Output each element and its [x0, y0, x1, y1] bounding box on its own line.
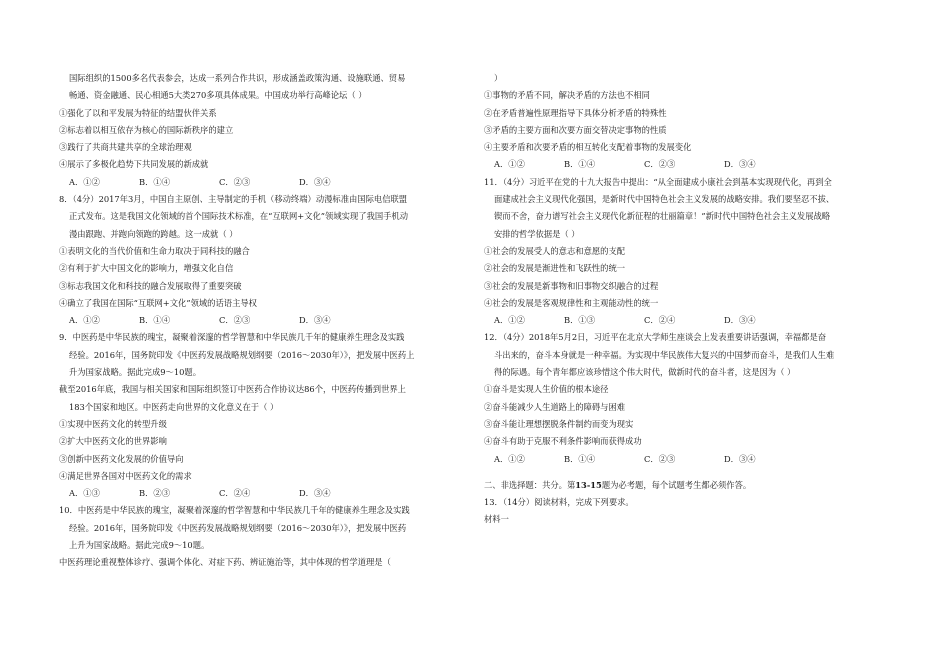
q10-close-paren: ） — [494, 73, 503, 83]
q8-option-d[interactable]: D．③④ — [299, 315, 331, 326]
q11-option-a[interactable]: A．①② — [494, 315, 525, 326]
q9-option-c[interactable]: C．②④ — [219, 488, 251, 499]
q10-option-a[interactable]: A．①② — [494, 159, 525, 170]
section-gap — [484, 468, 898, 477]
section-2-post: 题为必考题，每个试题考生都必须作答。 — [601, 479, 752, 490]
q12-item-2: ②奋斗能减少人生道路上的障碍与困难 — [484, 401, 626, 412]
q12-options — [484, 451, 898, 468]
q8-option-c[interactable]: C．②③ — [219, 315, 251, 326]
q9-stem-2: 经验。2016年，国务院印发《中医药发展战略规划纲要（2016～2030年）》，把发展中医药上 — [69, 349, 415, 360]
q11-options — [484, 312, 898, 329]
q12-option-b[interactable]: B．①④ — [564, 453, 595, 464]
q9-item-3: ③创新中医药文化发展的价值导向 — [59, 453, 184, 464]
q10-stem-1: 10．中医药是中华民族的瑰宝，凝聚着深邃的哲学智慧和中华民族几千年的健康养生理念及实践 — [59, 505, 410, 516]
q11-stem-2: 面建成社会主义现代化强国，是新时代中国特色社会主义发展的战略安排。我们要坚忍不拔、 — [494, 194, 835, 205]
q8-stem-3: 漫由跟跑、并跑向领跑的跨越。这一成就（ ） — [69, 228, 238, 239]
q13-material-label: 材料一 — [484, 514, 509, 525]
q10-item-3: ③矛盾的主要方面和次要方面交替决定事物的性质 — [484, 124, 667, 135]
q9-extra-1: 截至2016年底，我国与相关国家和国际组织签订中医药合作协议达86个，中医药传播到世界上 — [59, 384, 406, 395]
q7-item-2: ②标志着以相互依存为核心的国际新秩序的建立 — [59, 124, 234, 135]
q10-stem-3: 上升为国家战略。据此完成9～10题。 — [69, 540, 210, 551]
q11-option-c[interactable]: C．②④ — [644, 315, 676, 326]
q7-options — [59, 174, 469, 191]
intro-line-1: 国际组织的1500多名代表参会，达成一系列合作共识，形成涵盖政策沟通、设施联通、贸易 — [69, 73, 406, 83]
q10-item-4: ④主要矛盾和次要矛盾的相互转化支配着事物的发展变化 — [484, 142, 692, 153]
q13-stem: 13．（14分）阅读材料，完成下列要求。 — [484, 497, 634, 508]
q10-item-1: ①事物的矛盾不同，解决矛盾的方法也不相同 — [484, 90, 650, 101]
q9-stem-1: 9．中医药是中华民族的瑰宝，凝聚着深邃的哲学智慧和中华民族几千年的健康养生理念及实践 — [59, 332, 405, 343]
q8-item-4: ④确立了我国在国际“互联网+文化”领域的话语主导权 — [59, 297, 257, 308]
q9-extra-2: 183个国家和地区。中医药走向世界的文化意义在于（ ） — [69, 401, 279, 412]
q10-option-c[interactable]: C．②③ — [644, 159, 676, 170]
q12-option-d[interactable]: D．③④ — [724, 453, 756, 464]
q10-option-b[interactable]: B．①④ — [564, 159, 595, 170]
q10-option-d[interactable]: D．③④ — [724, 159, 756, 170]
intro-line-2: 畅通、资金融通、民心相通5大类270多项具体成果。中国成功举行高峰论坛（ ） — [69, 90, 367, 101]
left-column — [59, 70, 469, 572]
q8-item-3: ③标志我国文化和科技的融合发展取得了重要突破 — [59, 280, 242, 291]
q11-option-d[interactable]: D．③④ — [724, 315, 756, 326]
q12-stem-1: 12．（4分）2018年5月2日，习近平在北京大学师生座谈会上发表重要讲话强调，幸福都是奋 — [484, 332, 827, 343]
q9-stem-3: 升为国家战略。据此完成9～10题。 — [69, 367, 201, 378]
q11-stem-1: 11．（4分）习近平在党的十九大报告中提出：“从全面建成小康社会到基本实现现代化，再到全 — [484, 176, 832, 187]
q8-option-b[interactable]: B．①④ — [139, 315, 170, 326]
q9-option-a[interactable]: A．①③ — [69, 488, 100, 499]
q11-stem-4: 安排的哲学依据是（ ） — [494, 228, 580, 239]
q12-stem-3: 得的际遇。每个青年都应该珍惜这个伟大时代，做新时代的奋斗者，这是因为（ ） — [494, 367, 796, 378]
q7-option-d[interactable]: D．③④ — [299, 176, 331, 187]
q9-option-d[interactable]: D．③④ — [299, 488, 331, 499]
q11-item-2: ②社会的发展是渐进性和飞跃性的统一 — [484, 263, 626, 274]
q7-item-4: ④展示了多极化趋势下共同发展的新成就 — [59, 159, 209, 170]
q9-item-1: ①实现中医药文化的转型升级 — [59, 418, 167, 429]
q10-item-2: ②在矛盾普遍性原理指导下具体分析矛盾的特殊性 — [484, 107, 667, 118]
right-column — [484, 70, 898, 529]
q12-item-1: ①奋斗是实现人生价值的根本途径 — [484, 384, 609, 395]
q12-option-c[interactable]: C．②③ — [644, 453, 676, 464]
q11-item-1: ①社会的发展受人的意志和意愿的支配 — [484, 245, 626, 256]
q12-option-a[interactable]: A．①② — [494, 453, 525, 464]
q7-option-a[interactable]: A．①② — [69, 176, 100, 187]
section-2-pre: 二、非选择题：共分。第 — [484, 479, 576, 490]
q7-option-c[interactable]: C．②③ — [219, 176, 251, 187]
q9-option-b[interactable]: B．②③ — [139, 488, 170, 499]
q10-extra: 中医药理论重视整体诊疗、强调个体化、对症下药、辨证施治等，其中体现的哲学道理是（ — [59, 557, 391, 568]
q8-stem-2: 正式发布。这是我国文化领域的首个国际技术标准，在“互联网+文化”领域实现了我国手机动 — [69, 211, 409, 222]
q8-option-a[interactable]: A．①② — [69, 315, 100, 326]
section-2-range: 13-15 — [575, 479, 602, 490]
q11-stem-3: 锲而不舍，奋力谱写社会主义现代化新征程的壮丽篇章！”新时代中国特色社会主义发展战略 — [494, 211, 831, 222]
q9-item-4: ④满足世界各国对中医药文化的需求 — [59, 470, 192, 481]
q12-item-3: ③奋斗能让理想摆脱条件制约而变为现实 — [484, 418, 634, 429]
q8-options — [59, 312, 469, 329]
q9-options — [59, 485, 469, 502]
q11-option-b[interactable]: B．①③ — [564, 315, 595, 326]
q7-option-b[interactable]: B．①④ — [139, 176, 170, 187]
q8-item-2: ②有利于扩大中国文化的影响力，增强文化自信 — [59, 263, 234, 274]
q7-item-1: ①强化了以和平发展为特征的结盟伙伴关系 — [59, 107, 217, 118]
q7-item-3: ③践行了共商共建共享的全球治理观 — [59, 142, 192, 153]
section-2-heading — [484, 477, 898, 494]
q11-item-3: ③社会的发展是新事物和旧事物交织融合的过程 — [484, 280, 659, 291]
q12-stem-2: 斗出来的，奋斗本身就是一种幸福。为实现中华民族伟大复兴的中国梦而奋斗，是我们人生难 — [494, 349, 835, 360]
q10-options — [484, 156, 898, 173]
q11-item-4: ④社会的发展是客观规律性和主观能动性的统一 — [484, 297, 659, 308]
q10-stem-2: 经验。2016年，国务院印发《中医药发展战略规划纲要（2016～2030年）》，把发展中医药 — [69, 522, 407, 533]
q8-item-1: ①表明文化的当代价值和生命力取决于同科技的融合 — [59, 245, 250, 256]
q9-item-2: ②扩大中医药文化的世界影响 — [59, 436, 167, 447]
q12-item-4: ④奋斗有助于克服不利条件影响而获得成功 — [484, 436, 642, 447]
q8-stem-1: 8．（4分）2017年3月，中国自主原创、主导制定的手机（移动终端）动漫标准由国际电信联盟 — [59, 194, 408, 205]
